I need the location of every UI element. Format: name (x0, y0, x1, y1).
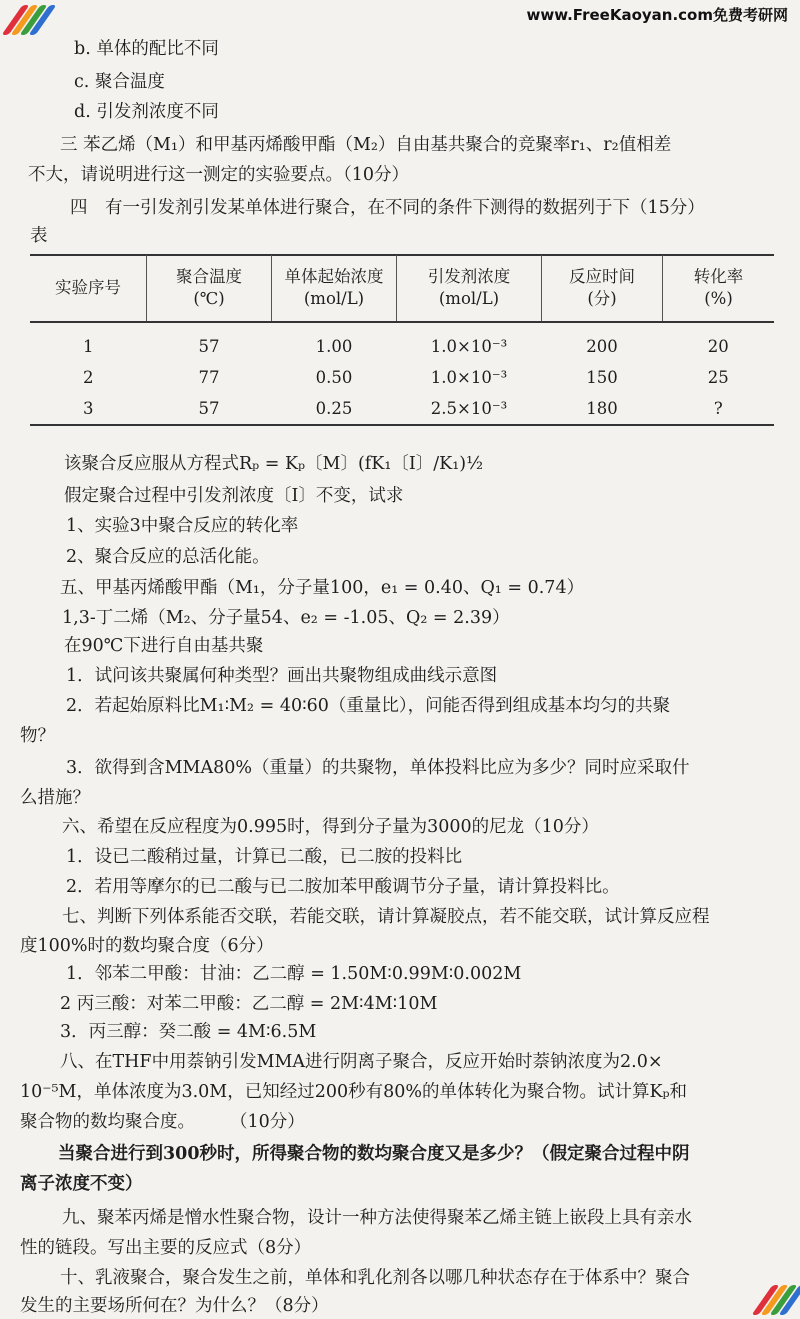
question-10-line-2: 发生的主要场所何在？为什么？（8分） (20, 1296, 329, 1316)
question-9-line-1: 九、聚苯丙烯是憎水性聚合物，设计一种方法使得聚苯乙烯主链上嵌段上具有亲水 (62, 1208, 692, 1228)
question-3-line-2: 不大，请说明进行这一测定的实验要点。（10分） (28, 165, 410, 185)
cell: 2.5×10⁻³ (397, 393, 542, 425)
question-8-followup-2: 离子浓度不变） (20, 1174, 143, 1194)
q5-item-2-cont: 物？ (20, 726, 55, 746)
header-temperature: 聚合温度 (℃) (147, 255, 272, 322)
question-4-line-2: 表 (30, 226, 48, 246)
cell: 180 (542, 393, 663, 425)
cell: 1 (83, 337, 94, 356)
question-8-line-2: 10⁻⁵M，单体浓度为3.0M，已知经过200秒有80%的单体转化为聚合物。试计算Kₚ和 (20, 1082, 688, 1102)
q6-item-2: 2．若用等摩尔的已二酸与已二胺加苯甲酸调节分子量，请计算投料比。 (66, 877, 620, 897)
question-8-line-1: 八、在THF中用萘钠引发MMA进行阴离子聚合，反应开始时萘钠浓度为2.0× (60, 1052, 663, 1072)
cell: 25 (707, 368, 729, 387)
q5-item-1: 1．试问该共聚属何种类型？画出共聚物组成曲线示意图 (66, 666, 498, 686)
rate-equation: 该聚合反应服从方程式Rₚ = Kₚ〔M〕(fK₁〔I〕/K₁)½ (64, 454, 484, 474)
question-5-line-1: 五、甲基丙烯酸甲酯（M₁，分子量100，e₁ = 0.40、Q₁ = 0.74） (60, 578, 585, 598)
cell: 1.00 (315, 337, 353, 356)
q4-item-2: 2、聚合反应的总活化能。 (66, 547, 270, 567)
table-header-row (30, 255, 774, 322)
question-6: 六、希望在反应程度为0.995时，得到分子量为3000的尼龙（10分） (62, 817, 599, 837)
cell: 3 (30, 393, 147, 425)
q5-item-3-cont: 么措施？ (20, 788, 90, 808)
q7-item-1: 1．邻苯二甲酸：甘油：乙二醇 = 1.50M∶0.99M∶0.002M (66, 964, 522, 984)
experiment-data-table (30, 255, 774, 426)
header-monomer-conc: 单体起始浓度 (mol/L) (272, 255, 397, 322)
table-row (30, 362, 774, 393)
site-logo-icon (2, 2, 50, 38)
header-time: 反应时间 (分) (542, 255, 663, 322)
question-3-line-1: 三 苯乙烯（M₁）和甲基丙烯酸甲酯（M₂）自由基共聚合的竞聚率r₁、r₂值相差 (60, 135, 672, 155)
cell: ? (663, 393, 775, 425)
q7-item-2: 2 丙三酸：对苯二甲酸：乙二醇 = 2M∶4M∶10M (60, 994, 438, 1014)
cell: 20 (707, 337, 729, 356)
q6-item-1: 1．设已二酸稍过量，计算已二酸，已二胺的投料比 (66, 847, 463, 867)
cell: 0.50 (315, 368, 353, 387)
q4-item-1: 1、实验3中聚合反应的转化率 (66, 516, 299, 536)
cell: 1.0×10⁻³ (430, 368, 508, 387)
cell: 2 (83, 368, 94, 387)
cell: 57 (147, 393, 272, 425)
q5-item-2: 2．若起始原料比M₁∶M₂ = 40∶60（重量比），问能否得到组成基本均匀的共聚 (66, 696, 671, 716)
question-8-line-3: 聚合物的数均聚合度。 （10分） (20, 1112, 305, 1132)
question-7-line-1: 七、判断下列体系能否交联，若能交联，请计算凝胶点，若不能交联，试计算反应程 (62, 907, 710, 927)
site-logo-icon-bottom (752, 1282, 800, 1318)
site-url[interactable]: www.FreeKaoyan.com免费考研网 (526, 6, 788, 24)
header-trial: 实验序号 (30, 255, 147, 322)
header-conversion: 转化率 (%) (663, 255, 775, 322)
q5-item-3: 3．欲得到含MMA80%（重量）的共聚物，单体投料比应为多少？同时应采取什 (66, 758, 690, 778)
option-d: d. 引发剂浓度不同 (74, 102, 219, 122)
assumption: 假定聚合过程中引发剂浓度〔I〕不变，试求 (64, 486, 404, 506)
option-b: b. 单体的配比不同 (74, 39, 219, 59)
question-7-line-2: 度100%时的数均聚合度（6分） (20, 936, 274, 956)
question-8-followup-1: 当聚合进行到300秒时，所得聚合物的数均聚合度又是多少？（假定聚合过程中阴 (58, 1144, 690, 1164)
cell: 57 (198, 337, 220, 356)
question-5-line-3: 在90℃下进行自由基共聚 (64, 636, 264, 656)
cell: 1.0×10⁻³ (430, 337, 508, 356)
cell: 200 (586, 337, 618, 356)
header-initiator-conc: 引发剂浓度 (mol/L) (397, 255, 542, 322)
table-row (30, 393, 774, 425)
q7-item-3: 3．丙三醇：癸二酸 = 4M∶6.5M (60, 1022, 317, 1042)
question-9-line-2: 性的链段。写出主要的反应式（8分） (20, 1238, 312, 1258)
cell: 0.25 (272, 393, 397, 425)
question-10-line-1: 十、乳液聚合，聚合发生之前，单体和乳化剂各以哪几种状态存在于体系中？聚合 (60, 1268, 690, 1288)
option-c: c. 聚合温度 (74, 72, 165, 92)
question-5-line-2: 1,3-丁二烯（M₂、分子量54、e₂ = -1.05、Q₂ = 2.39） (62, 608, 510, 628)
cell: 150 (586, 368, 618, 387)
cell: 77 (198, 368, 220, 387)
table-row (30, 322, 774, 362)
question-4-line-1: 四 有一引发剂引发某单体进行聚合，在不同的条件下测得的数据列于下（15分） (70, 198, 705, 218)
